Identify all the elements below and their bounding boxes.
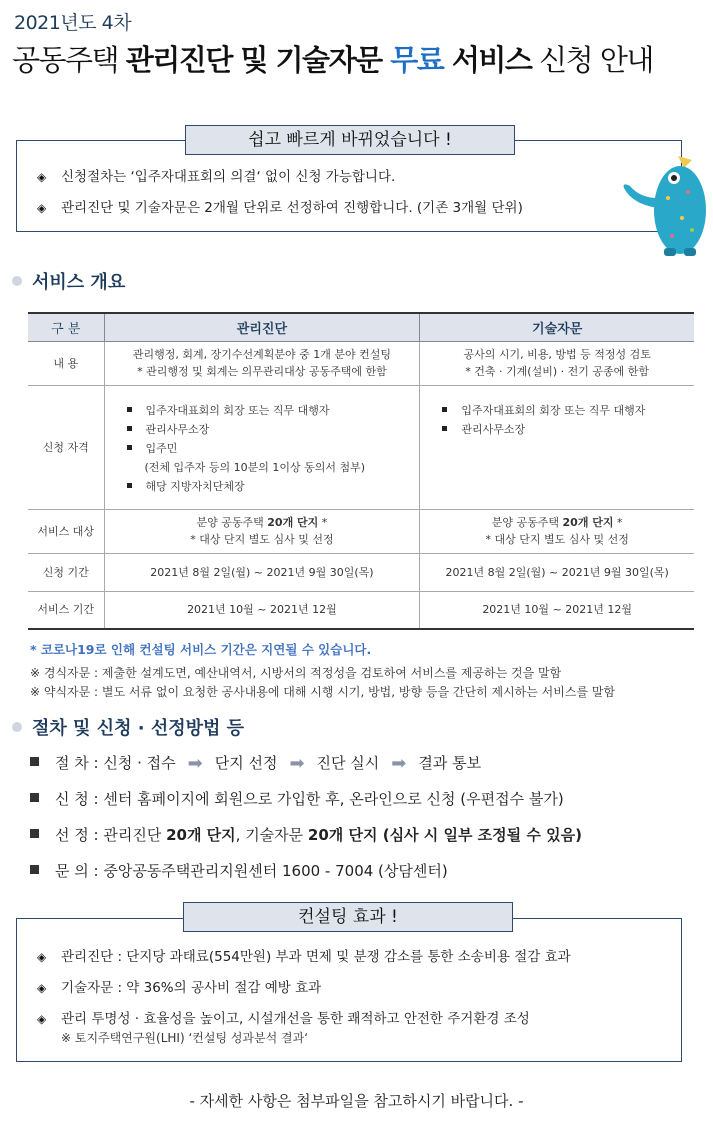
procedure-item: 신 청 : 센터 홈페이지에 회원으로 가입한 후, 온라인으로 신청 (우편접수 불가) bbox=[30, 788, 582, 824]
overview-table bbox=[28, 312, 694, 630]
notice-list bbox=[37, 165, 523, 227]
table-cell: 2021년 8월 2일(월) ~ 2021년 9월 30일(목) bbox=[420, 553, 694, 591]
effect-item: ◈ 기술자문 : 약 36%의 공사비 절감 예방 효과 bbox=[37, 980, 322, 996]
table-row bbox=[28, 341, 694, 385]
table-row bbox=[28, 385, 694, 509]
diamond-bullet-icon: ◈ bbox=[37, 981, 47, 995]
notice-item: ◈ 관리진단 및 기술자문은 2개월 단위로 선정하여 진행합니다. (기존 3개월 단위) bbox=[37, 200, 523, 216]
square-bullet-icon bbox=[30, 865, 39, 874]
notice-item: ◈ 신청절차는 ‘입주자대표회의 의결‘ 없이 신청 가능합니다. bbox=[37, 169, 396, 185]
section-title-procedure: 절차 및 신청 · 선정방법 등 bbox=[12, 714, 244, 740]
blue-monster-mascot-icon bbox=[618, 148, 710, 258]
list-item: 관리사무소장 bbox=[442, 421, 690, 438]
step: 단지 선정 bbox=[214, 754, 278, 772]
effect-source: ※ 토지주택연구원(LHI) ‘컨설팅 성과분석 결과‘ bbox=[61, 1031, 309, 1045]
diamond-bullet-icon: ◈ bbox=[37, 201, 47, 215]
table-row bbox=[28, 509, 694, 553]
effect-item: ◈ 관리진단 : 단지당 과태료(554만원) 부과 면제 및 분쟁 감소를 통한 소송비용 절감 효과 bbox=[37, 949, 571, 965]
effect-label: 컨설팅 효과 ! bbox=[183, 902, 513, 932]
title-part4: 신청 안내 bbox=[531, 43, 653, 77]
square-bullet-icon bbox=[442, 407, 447, 412]
diamond-bullet-icon: ◈ bbox=[37, 950, 47, 964]
qualification-list bbox=[424, 402, 690, 438]
list-item: 관리사무소장 bbox=[127, 421, 416, 438]
procedure-item: 선 정 : 관리진단 20개 단지, 기술자문 20개 단지 (심사 시 일부 조정될 수 있음) bbox=[30, 824, 582, 860]
row-label: 신청 기간 bbox=[28, 553, 104, 591]
effect-list bbox=[37, 945, 571, 1038]
qualification-list bbox=[109, 402, 416, 495]
square-bullet-icon bbox=[30, 757, 39, 766]
footnote: ※ 경식자문 : 제출한 설계도면, 예산내역서, 시방서의 적정성을 검토하여 서비스를 제공하는 것을 말함 bbox=[30, 666, 562, 680]
step: 결과 통보 bbox=[418, 754, 482, 772]
page-subtitle: 2021년도 4차 bbox=[14, 12, 132, 34]
row-label: 서비스 대상 bbox=[28, 509, 104, 553]
table-cell bbox=[420, 385, 694, 509]
list-item: 입주자대표회의 회장 또는 직무 대행자 bbox=[442, 402, 690, 419]
table-cell bbox=[104, 385, 420, 509]
footer-text: - 자세한 사항은 첨부파일을 참고하시기 바랍니다. - bbox=[189, 1092, 524, 1110]
page-title bbox=[12, 38, 653, 79]
procedure-item: 문 의 : 중앙공동주택관리지원센터 1600 - 7004 (상담센터) bbox=[30, 860, 582, 896]
table-header-row bbox=[28, 313, 694, 341]
title-part1: 공동주택 bbox=[12, 43, 126, 77]
list-item: 입주민 bbox=[127, 440, 416, 457]
row-label: 신청 자격 bbox=[28, 385, 104, 509]
effect-box bbox=[16, 918, 682, 1062]
list-item-note: (전체 입주자 등의 10분의 1이상 동의서 첨부) bbox=[144, 460, 366, 474]
table-row bbox=[28, 591, 694, 629]
covid-note: * 코로나19로 인해 컨설팅 서비스 기간은 지연될 수 있습니다. bbox=[30, 642, 372, 657]
table-cell: 관리행정, 회계, 장기수선계획분야 중 1개 분야 컨설팅 * 관리행정 및 회계는 의무관리대상 공동주택에 한함 bbox=[104, 341, 420, 385]
table-cell: 2021년 10월 ~ 2021년 12월 bbox=[420, 591, 694, 629]
table-header: 관리진단 bbox=[104, 313, 420, 341]
section-title-overview: 서비스 개요 bbox=[12, 268, 125, 294]
arrow-right-icon: ➡ bbox=[187, 753, 203, 774]
title-part2: 관리진단 및 기술자문 bbox=[125, 43, 391, 77]
arrow-right-icon: ➡ bbox=[391, 753, 407, 774]
title-part3: 서비스 bbox=[443, 43, 532, 77]
table-cell: 2021년 8월 2일(월) ~ 2021년 9월 30일(목) bbox=[104, 553, 420, 591]
square-bullet-icon bbox=[127, 483, 132, 488]
notice-label: 쉽고 빠르게 바뀌었습니다 ! bbox=[185, 125, 515, 155]
square-bullet-icon bbox=[30, 793, 39, 802]
square-bullet-icon bbox=[127, 445, 132, 450]
circle-bullet-icon bbox=[12, 276, 22, 286]
footnote: ※ 약식자문 : 별도 서류 없이 요청한 공사내용에 대해 시행 시기, 방법, 방향 등을 간단히 제시하는 서비스를 말함 bbox=[30, 685, 616, 699]
table-cell: 분양 공동주택 20개 단지 * * 대상 단지 별도 심사 및 선정 bbox=[104, 509, 420, 553]
effect-item: ◈ 관리 투명성 · 효율성을 높이고, 시설개선을 통한 쾌적하고 안전한 주거환경 조성 bbox=[37, 1011, 530, 1027]
square-bullet-icon bbox=[127, 426, 132, 431]
list-item: 입주자대표회의 회장 또는 직무 대행자 bbox=[127, 402, 416, 419]
procedure-item: 절 차 : 신청 · 접수 ➡ 단지 선정 ➡ 진단 실시 ➡ 결과 통보 bbox=[30, 752, 582, 788]
diamond-bullet-icon: ◈ bbox=[37, 170, 47, 184]
table-row bbox=[28, 553, 694, 591]
square-bullet-icon bbox=[30, 829, 39, 838]
square-bullet-icon bbox=[442, 426, 447, 431]
title-accent: 무료 bbox=[390, 43, 444, 77]
table-cell: 분양 공동주택 20개 단지 * * 대상 단지 별도 심사 및 선정 bbox=[420, 509, 694, 553]
row-label: 서비스 기간 bbox=[28, 591, 104, 629]
step: 신청 · 접수 bbox=[103, 754, 176, 772]
procedure-list bbox=[30, 752, 582, 896]
step: 진단 실시 bbox=[316, 754, 380, 772]
table-header: 기술자문 bbox=[420, 313, 694, 341]
circle-bullet-icon bbox=[12, 722, 22, 732]
square-bullet-icon bbox=[127, 407, 132, 412]
table-cell: 공사의 시기, 비용, 방법 등 적정성 검토 * 건축 · 기계(설비) · 전기 공종에 한함 bbox=[420, 341, 694, 385]
table-header: 구 분 bbox=[28, 313, 104, 341]
list-item: 해당 지방자치단체장 bbox=[127, 478, 416, 495]
arrow-right-icon: ➡ bbox=[289, 753, 305, 774]
row-label: 내 용 bbox=[28, 341, 104, 385]
table-cell: 2021년 10월 ~ 2021년 12월 bbox=[104, 591, 420, 629]
diamond-bullet-icon: ◈ bbox=[37, 1012, 47, 1026]
